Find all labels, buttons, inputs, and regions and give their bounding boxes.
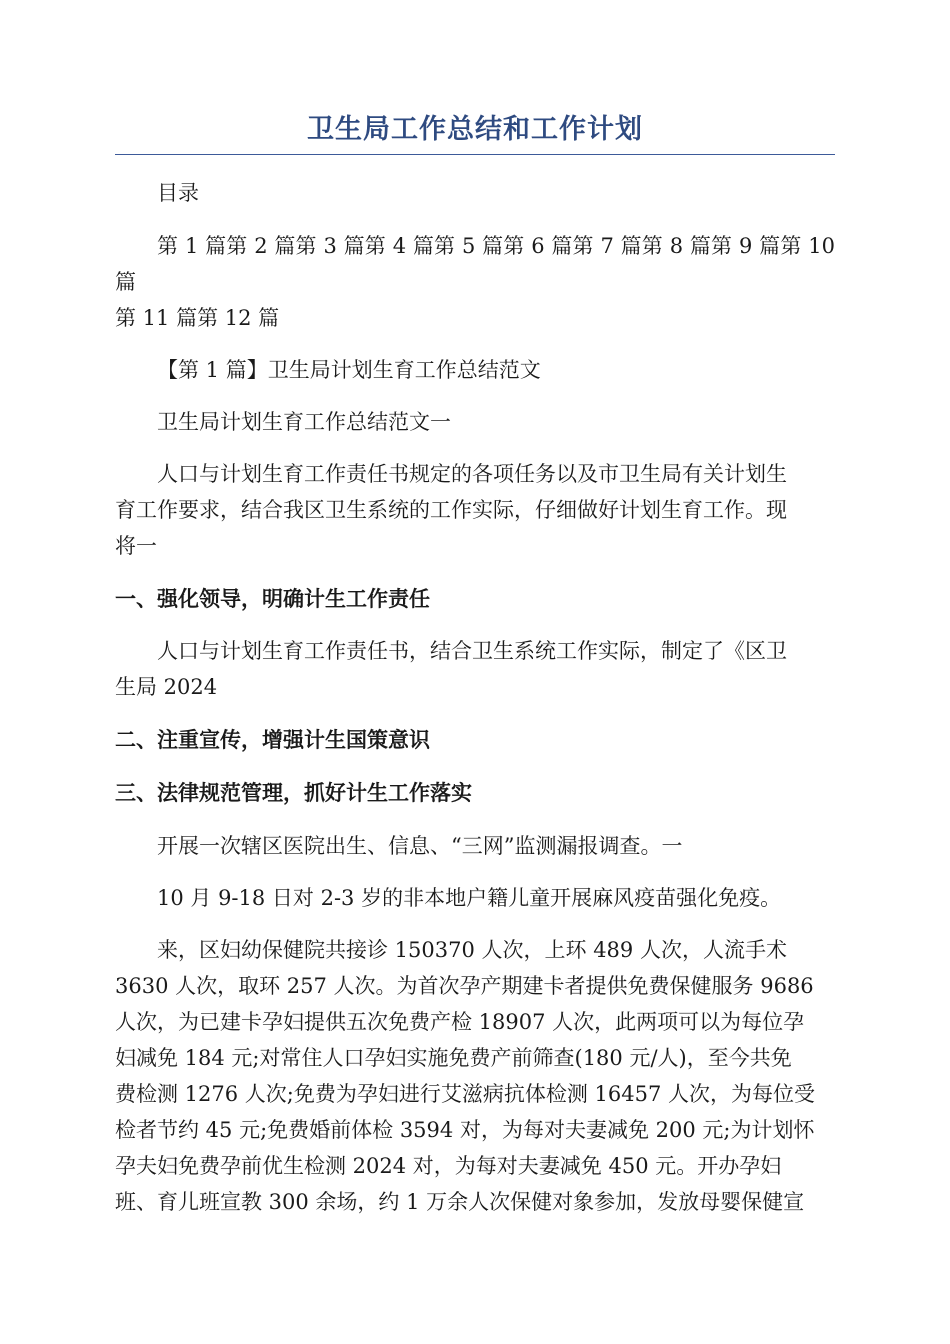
section-heading: 三、法律规范管理，抓好计生工作落实: [115, 781, 472, 805]
text-line: 人口与计划生育工作责任书规定的各项任务以及市卫生局有关计划生: [157, 462, 787, 486]
text-line: 检者节约 45 元;免费婚前体检 3594 对，为每对夫妻减免 200 元;为计划怀: [115, 1118, 815, 1142]
toc-label: 目录: [157, 181, 199, 205]
paragraph: 10 月 9-18 日对 2-3 岁的非本地户籍儿童开展麻风疫苗强化免疫。: [157, 886, 782, 910]
text-line: 生局 2024: [115, 675, 218, 699]
paragraph: [115, 633, 835, 705]
text-line: 育工作要求，结合我区卫生系统的工作实际，仔细做好计划生育工作。现: [115, 498, 787, 522]
toc-line: 第 1 篇第 2 篇第 3 篇第 4 篇第 5 篇第 6 篇第 7 篇第 8 篇第 9 篇第 10 篇: [115, 234, 835, 294]
text-line: 将一: [115, 534, 157, 558]
text-line: 费检测 1276 人次;免费为孕妇进行艾滋病抗体检测 16457 人次，为每位受: [115, 1082, 816, 1106]
toc-line: 第 11 篇第 12 篇: [115, 306, 280, 330]
document-title: 卫生局工作总结和工作计划: [115, 108, 835, 155]
document-page: [115, 108, 835, 1220]
toc-block: [115, 228, 835, 336]
text-line: 来，区妇幼保健院共接诊 150370 人次，上环 489 人次，人流手术: [157, 938, 787, 962]
text-line: 人口与计划生育工作责任书，结合卫生系统工作实际，制定了《区卫: [157, 639, 787, 663]
text-line: 班、育儿班宣教 300 余场，约 1 万余人次保健对象参加，发放母婴保健宣: [115, 1190, 805, 1214]
section-heading: 二、注重宣传，增强计生国策意识: [115, 728, 430, 752]
paragraph: 开展一次辖区医院出生、信息、“三网”监测漏报调查。一: [157, 834, 683, 858]
chapter-heading: 【第 1 篇】卫生局计划生育工作总结范文: [157, 358, 541, 382]
text-line: 人次，为已建卡孕妇提供五次免费产检 18907 人次，此两项可以为每位孕: [115, 1010, 805, 1034]
text-line: 孕夫妇免费孕前优生检测 2024 对，为每对夫妻减免 450 元。开办孕妇: [115, 1154, 782, 1178]
section-heading: 一、强化领导，明确计生工作责任: [115, 587, 430, 611]
statistics-paragraph: [115, 932, 835, 1220]
intro-paragraph: [115, 456, 835, 564]
text-line: 妇减免 184 元;对常住人口孕妇实施免费产前筛查(180 元/人)，至今共免: [115, 1046, 792, 1070]
section-subtitle: 卫生局计划生育工作总结范文一: [157, 410, 451, 434]
text-line: 3630 人次，取环 257 人次。为首次孕产期建卡者提供免费保健服务 9686: [115, 974, 814, 998]
